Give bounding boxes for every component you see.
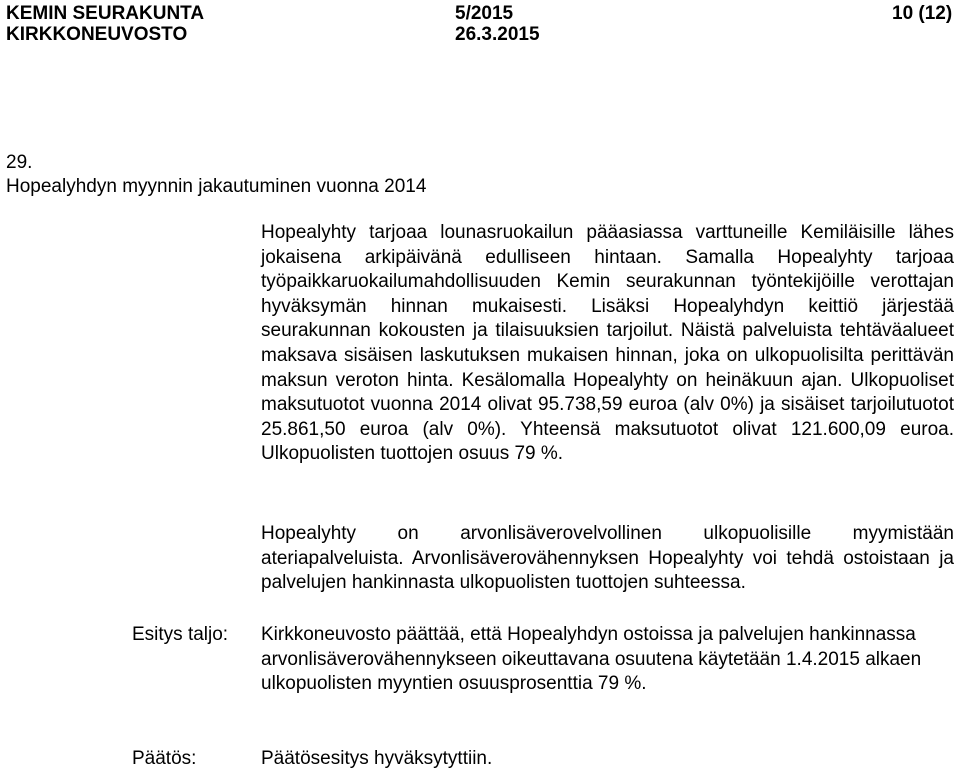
proposal-text: Kirkkoneuvosto päättää, että Hopealyhdyn ostoissa ja palvelujen hankinnassa arvonlisäverovähennykseen oikeuttavana osuutena käytetään 1.4.2015 alkaen ulkopuolisten myyntien osuusprosenttia 79 %. (261, 624, 922, 695)
decision-label: Päätös: (132, 748, 197, 769)
proposal-label: Esitys taljo: (132, 624, 229, 645)
header-issue: 5/2015 (455, 3, 514, 24)
body-paragraph-2: Hopealyhty on arvonlisäverovelvollinen ulkopuolisille myymistään ateriapalveluista. Arvonlisäverovähennyksen Hopealyhty voi tehdä ostoistaan ja palvelujen hankinnasta ulkopuolisten tuottojen suhteessa. (261, 523, 954, 594)
header-page-number: 10 (12) (892, 3, 953, 24)
header-organization: KEMIN SEURAKUNTA (6, 3, 205, 24)
decision-text: Päätösesitys hyväksytyttiin. (261, 748, 493, 769)
body-paragraph-1: Hopealyhty tarjoaa lounasruokailun pääasiassa varttuneille Kemiläisille lähes jokaisena arkipäivänä edulliseen hintaan. Samalla Hopealyhty tarjoaa työpaikkaruokailumahdollisuuden Kemin seurakunnan työntekijöille verottajan hyväksymän hinnan mukaisesti. Lisäksi Hopealyhdyn keittiö järjestää seurakunnan kokousten ja tilaisuuksien tarjoilut. Näistä palveluista tehtäväalueet maksava sisäisen laskutuksen mukaisen hinnan, joka on ulkopuolisilta perittävän maksun veroton hinta. Kesälomalla Hopealyhty on heinäkuun ajan. Ulkopuoliset maksutuotot vuonna 2014 olivat 95.738,59 euroa (alv 0%) ja sisäiset tarjoilutuotot 25.861,50 euroa (alv 0%). Yhteensä maksutuotot olivat 121.600,09 euroa. Ulkopuolisten tuottojen osuus 79 %. (261, 222, 954, 465)
item-number: 29. (6, 152, 33, 173)
item-title: Hopealyhdyn myynnin jakautuminen vuonna 2014 (6, 176, 427, 197)
header-date: 26.3.2015 (455, 24, 540, 45)
header-body: KIRKKONEUVOSTO (6, 24, 188, 45)
